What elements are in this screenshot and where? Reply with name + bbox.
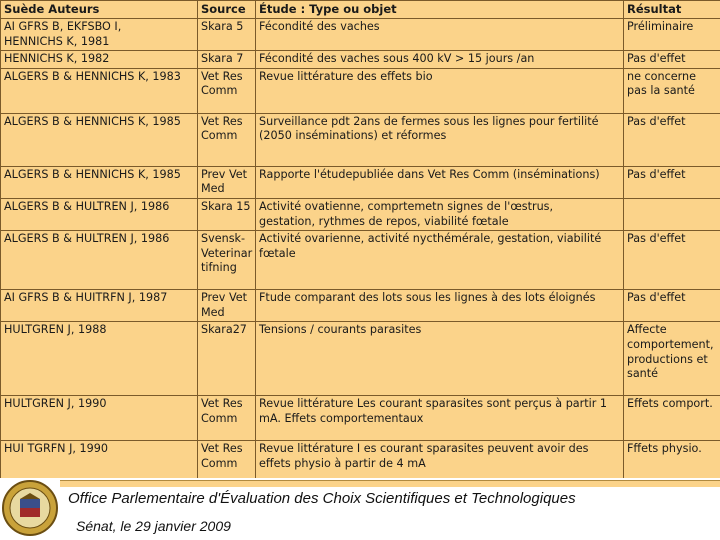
table-header-row — [1, 1, 720, 19]
cell-authors: HUI TGRFN J, 1990 — [1, 441, 198, 479]
cell-study: Activité ovarienne, activité nycthémérale, gestation, viabilité fœtale — [256, 231, 624, 290]
table-row — [1, 19, 720, 51]
senate-emblem-icon — [2, 479, 58, 537]
cell-result — [624, 198, 720, 230]
cell-result: Pas d'effet — [624, 231, 720, 290]
cell-source: Prev Vet Med — [198, 290, 256, 322]
cell-study: Tensions / courants parasites — [256, 322, 624, 396]
cell-source: Svensk- Veterinar tifning — [198, 231, 256, 290]
cell-result: Effets comport. — [624, 396, 720, 441]
cell-result: Affecte comportement, productions et santé — [624, 322, 720, 396]
footer-date: Sénat, le 29 janvier 2009 — [76, 518, 231, 534]
cell-study: Rapporte l'étudepubliée dans Vet Res Comm (inséminations) — [256, 166, 624, 198]
cell-source: Skara27 — [198, 322, 256, 396]
cell-result: Pas d'effet — [624, 290, 720, 322]
cell-authors: ALGERS B & HULTREN J, 1986 — [1, 231, 198, 290]
table-row — [1, 396, 720, 441]
organization-title: Office Parlementaire d'Évaluation des Choix Scientifiques et Technologiques — [68, 490, 576, 507]
cell-authors: HULTGREN J, 1990 — [1, 396, 198, 441]
cell-source: Vet Res Comm — [198, 396, 256, 441]
cell-source: Skara 15 — [198, 198, 256, 230]
cell-authors: ALGERS B & HULTREN J, 1986 — [1, 198, 198, 230]
table-row — [1, 198, 720, 230]
cell-study: Fécondité des vaches — [256, 19, 624, 51]
cell-result: ne concerne pas la santé — [624, 68, 720, 113]
table-row — [1, 322, 720, 396]
cell-source: Skara 7 — [198, 51, 256, 69]
footer-bar — [60, 480, 720, 487]
cell-source: Prev Vet Med — [198, 166, 256, 198]
table-row — [1, 231, 720, 290]
table-row — [1, 166, 720, 198]
table-row — [1, 113, 720, 166]
cell-study: Revue littérature des effets bio — [256, 68, 624, 113]
cell-source: Vet Res Comm — [198, 68, 256, 113]
cell-source: Vet Res Comm — [198, 113, 256, 166]
cell-study: Fécondité des vaches sous 400 kV > 15 jours /an — [256, 51, 624, 69]
cell-authors: ALGERS B & HENNICHS K, 1985 — [1, 166, 198, 198]
cell-study: Activité ovatienne, comprtemetn signes de l'œstrus, gestation, rythmes de repos, viabilité fœtale — [256, 198, 624, 230]
cell-result: Pas d'effet — [624, 166, 720, 198]
cell-authors: AI GFRS B, EKFSBO I, HENNICHS K, 1981 — [1, 19, 198, 51]
header-authors: Suède Auteurs — [1, 1, 198, 19]
cell-study: Ftude comparant des lots sous les lignes à des lots éloignés — [256, 290, 624, 322]
table-row — [1, 441, 720, 479]
cell-authors: HENNICHS K, 1982 — [1, 51, 198, 69]
cell-authors: ALGERS B & HENNICHS K, 1985 — [1, 113, 198, 166]
cell-study: Surveillance pdt 2ans de fermes sous les lignes pour fertilité (2050 inséminations) et réformes — [256, 113, 624, 166]
table-row — [1, 68, 720, 113]
cell-result: Préliminaire — [624, 19, 720, 51]
header-study: Étude : Type ou objet — [256, 1, 624, 19]
table-row — [1, 290, 720, 322]
cell-result: Pas d'effet — [624, 113, 720, 166]
cell-result: Pas d'effet — [624, 51, 720, 69]
header-source: Source — [198, 1, 256, 19]
cell-authors: HULTGREN J, 1988 — [1, 322, 198, 396]
cell-source: Skara 5 — [198, 19, 256, 51]
cell-study: Revue littérature I es courant sparasites peuvent avoir des effets physio à partir de 4 mA — [256, 441, 624, 479]
cell-authors: AI GFRS B & HUITRFN J, 1987 — [1, 290, 198, 322]
header-result: Résultat — [624, 1, 720, 19]
cell-source: Vet Res Comm — [198, 441, 256, 479]
table-row — [1, 51, 720, 69]
cell-study: Revue littérature Les courant sparasites sont perçus à partir 1 mA. Effets comportementaux — [256, 396, 624, 441]
cell-authors: ALGERS B & HENNICHS K, 1983 — [1, 68, 198, 113]
cell-result: Fffets physio. — [624, 441, 720, 479]
